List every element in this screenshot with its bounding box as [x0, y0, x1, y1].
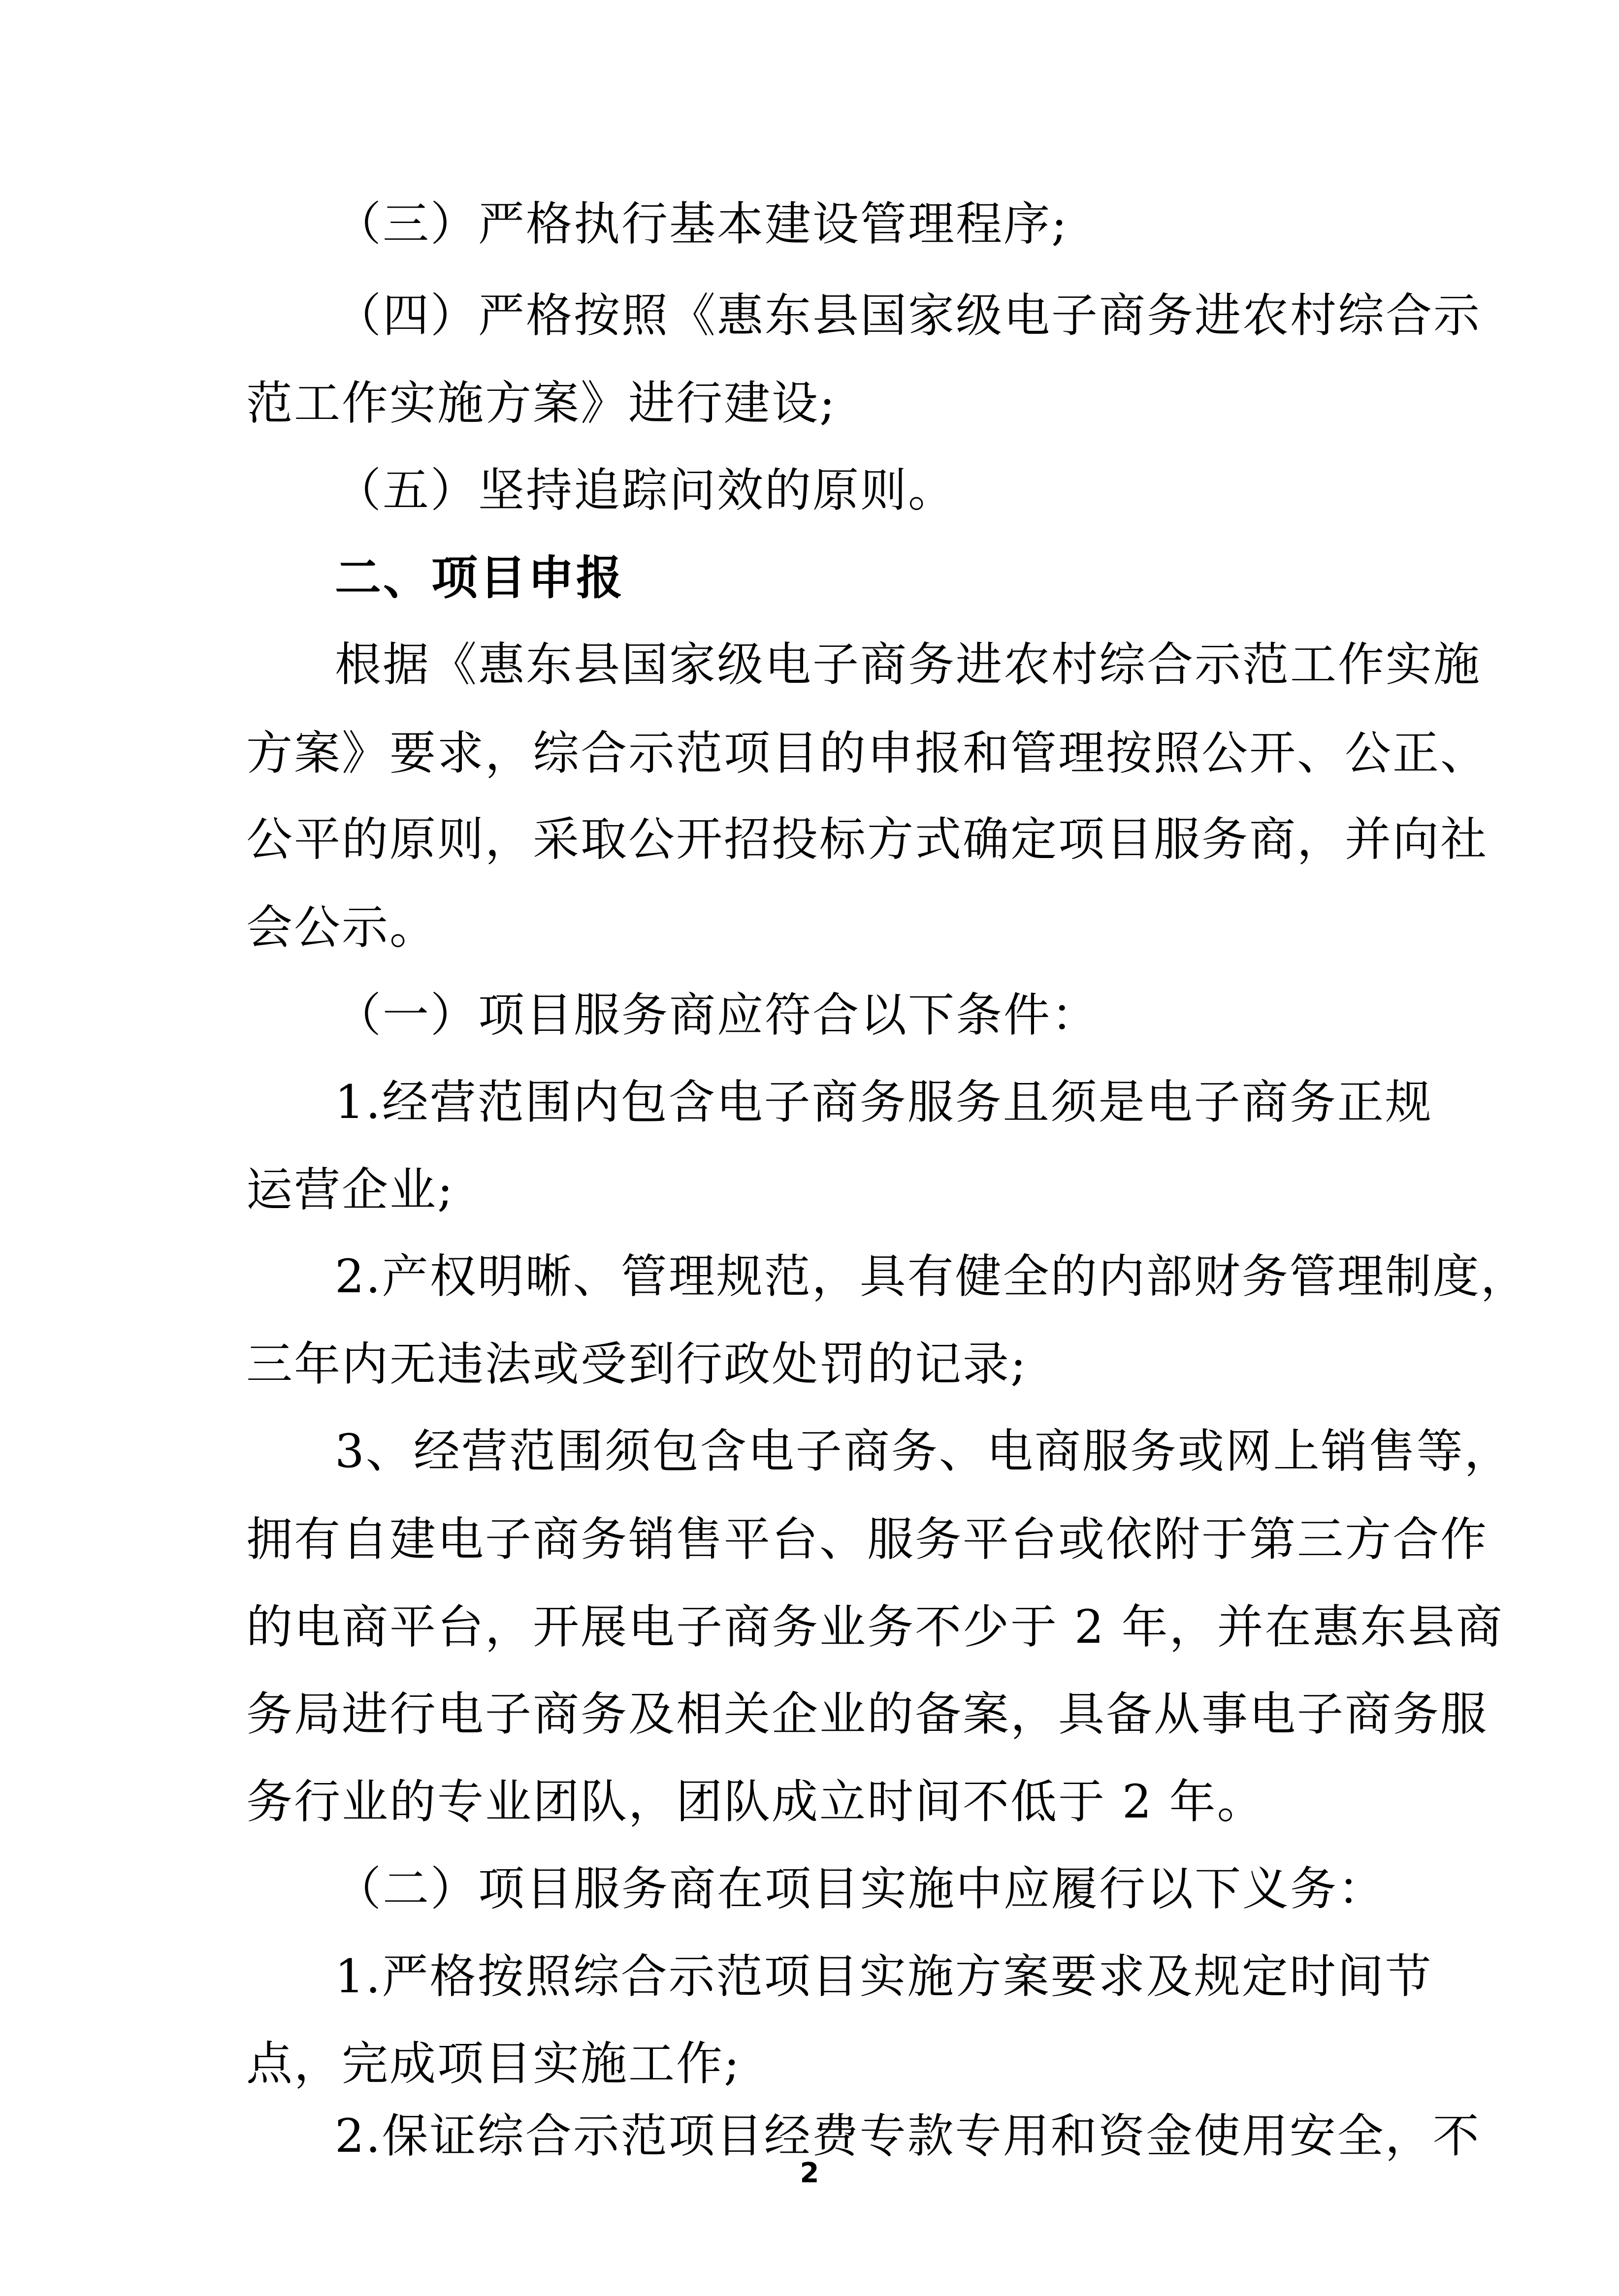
body-line-14: 三年内无违法或受到行政处罚的记录;: [246, 1338, 1028, 1391]
page-number: 2: [800, 2157, 819, 2189]
body-line-9: 会公示。: [246, 901, 438, 955]
body-line-22: 点，完成项目实施工作;: [246, 2037, 741, 2091]
body-line-7: 方案》要求，综合示范项目的申报和管理按照公开、公正、: [246, 727, 1489, 780]
body-line-15: 3、经营范围须包含电子商务、电商服务或网上销售等，: [335, 1425, 1512, 1478]
body-line-18: 务局进行电子商务及相关企业的备案，具备从事电子商务服: [246, 1688, 1489, 1741]
body-line-21: 1.严格按照综合示范项目实施方案要求及规定时间节: [335, 1950, 1433, 2004]
body-line-1: （三）严格执行基本建设管理程序;: [335, 197, 1069, 251]
body-line-2: （四）严格按照《惠东县国家级电子商务进农村综合示: [335, 289, 1482, 343]
body-line-16: 拥有自建电子商务销售平台、服务平台或依附于第三方合作: [246, 1513, 1489, 1566]
subsection-heading-1: （一）项目服务商应符合以下条件：: [335, 989, 1100, 1042]
body-line-4: （五）坚持追踪问效的原则。: [335, 464, 956, 517]
body-line-13: 2.产权明晰、管理规范，具有健全的内部财务管理制度，: [335, 1250, 1528, 1304]
body-line-3: 范工作实施方案》进行建设;: [246, 377, 837, 430]
body-line-19: 务行业的专业团队，团队成立时间不低于 2 年。: [246, 1775, 1265, 1829]
body-line-12: 运营企业;: [246, 1163, 454, 1217]
section-heading: 二、项目申报: [335, 551, 625, 605]
body-line-23: 2.保证综合示范项目经费专款专用和资金使用安全，不: [335, 2109, 1481, 2163]
body-line-6: 根据《惠东县国家级电子商务进农村综合示范工作实施: [335, 638, 1482, 692]
body-line-17: 的电商平台，开展电子商务业务不少于 2 年，并在惠东县商: [246, 1600, 1504, 1654]
body-line-8: 公平的原则，采取公开招投标方式确定项目服务商，并向社: [246, 813, 1489, 866]
subsection-heading-2: （二）项目服务商在项目实施中应履行以下义务：: [335, 1862, 1386, 1916]
body-line-11: 1.经营范围内包含电子商务服务且须是电子商务正规: [335, 1076, 1433, 1129]
